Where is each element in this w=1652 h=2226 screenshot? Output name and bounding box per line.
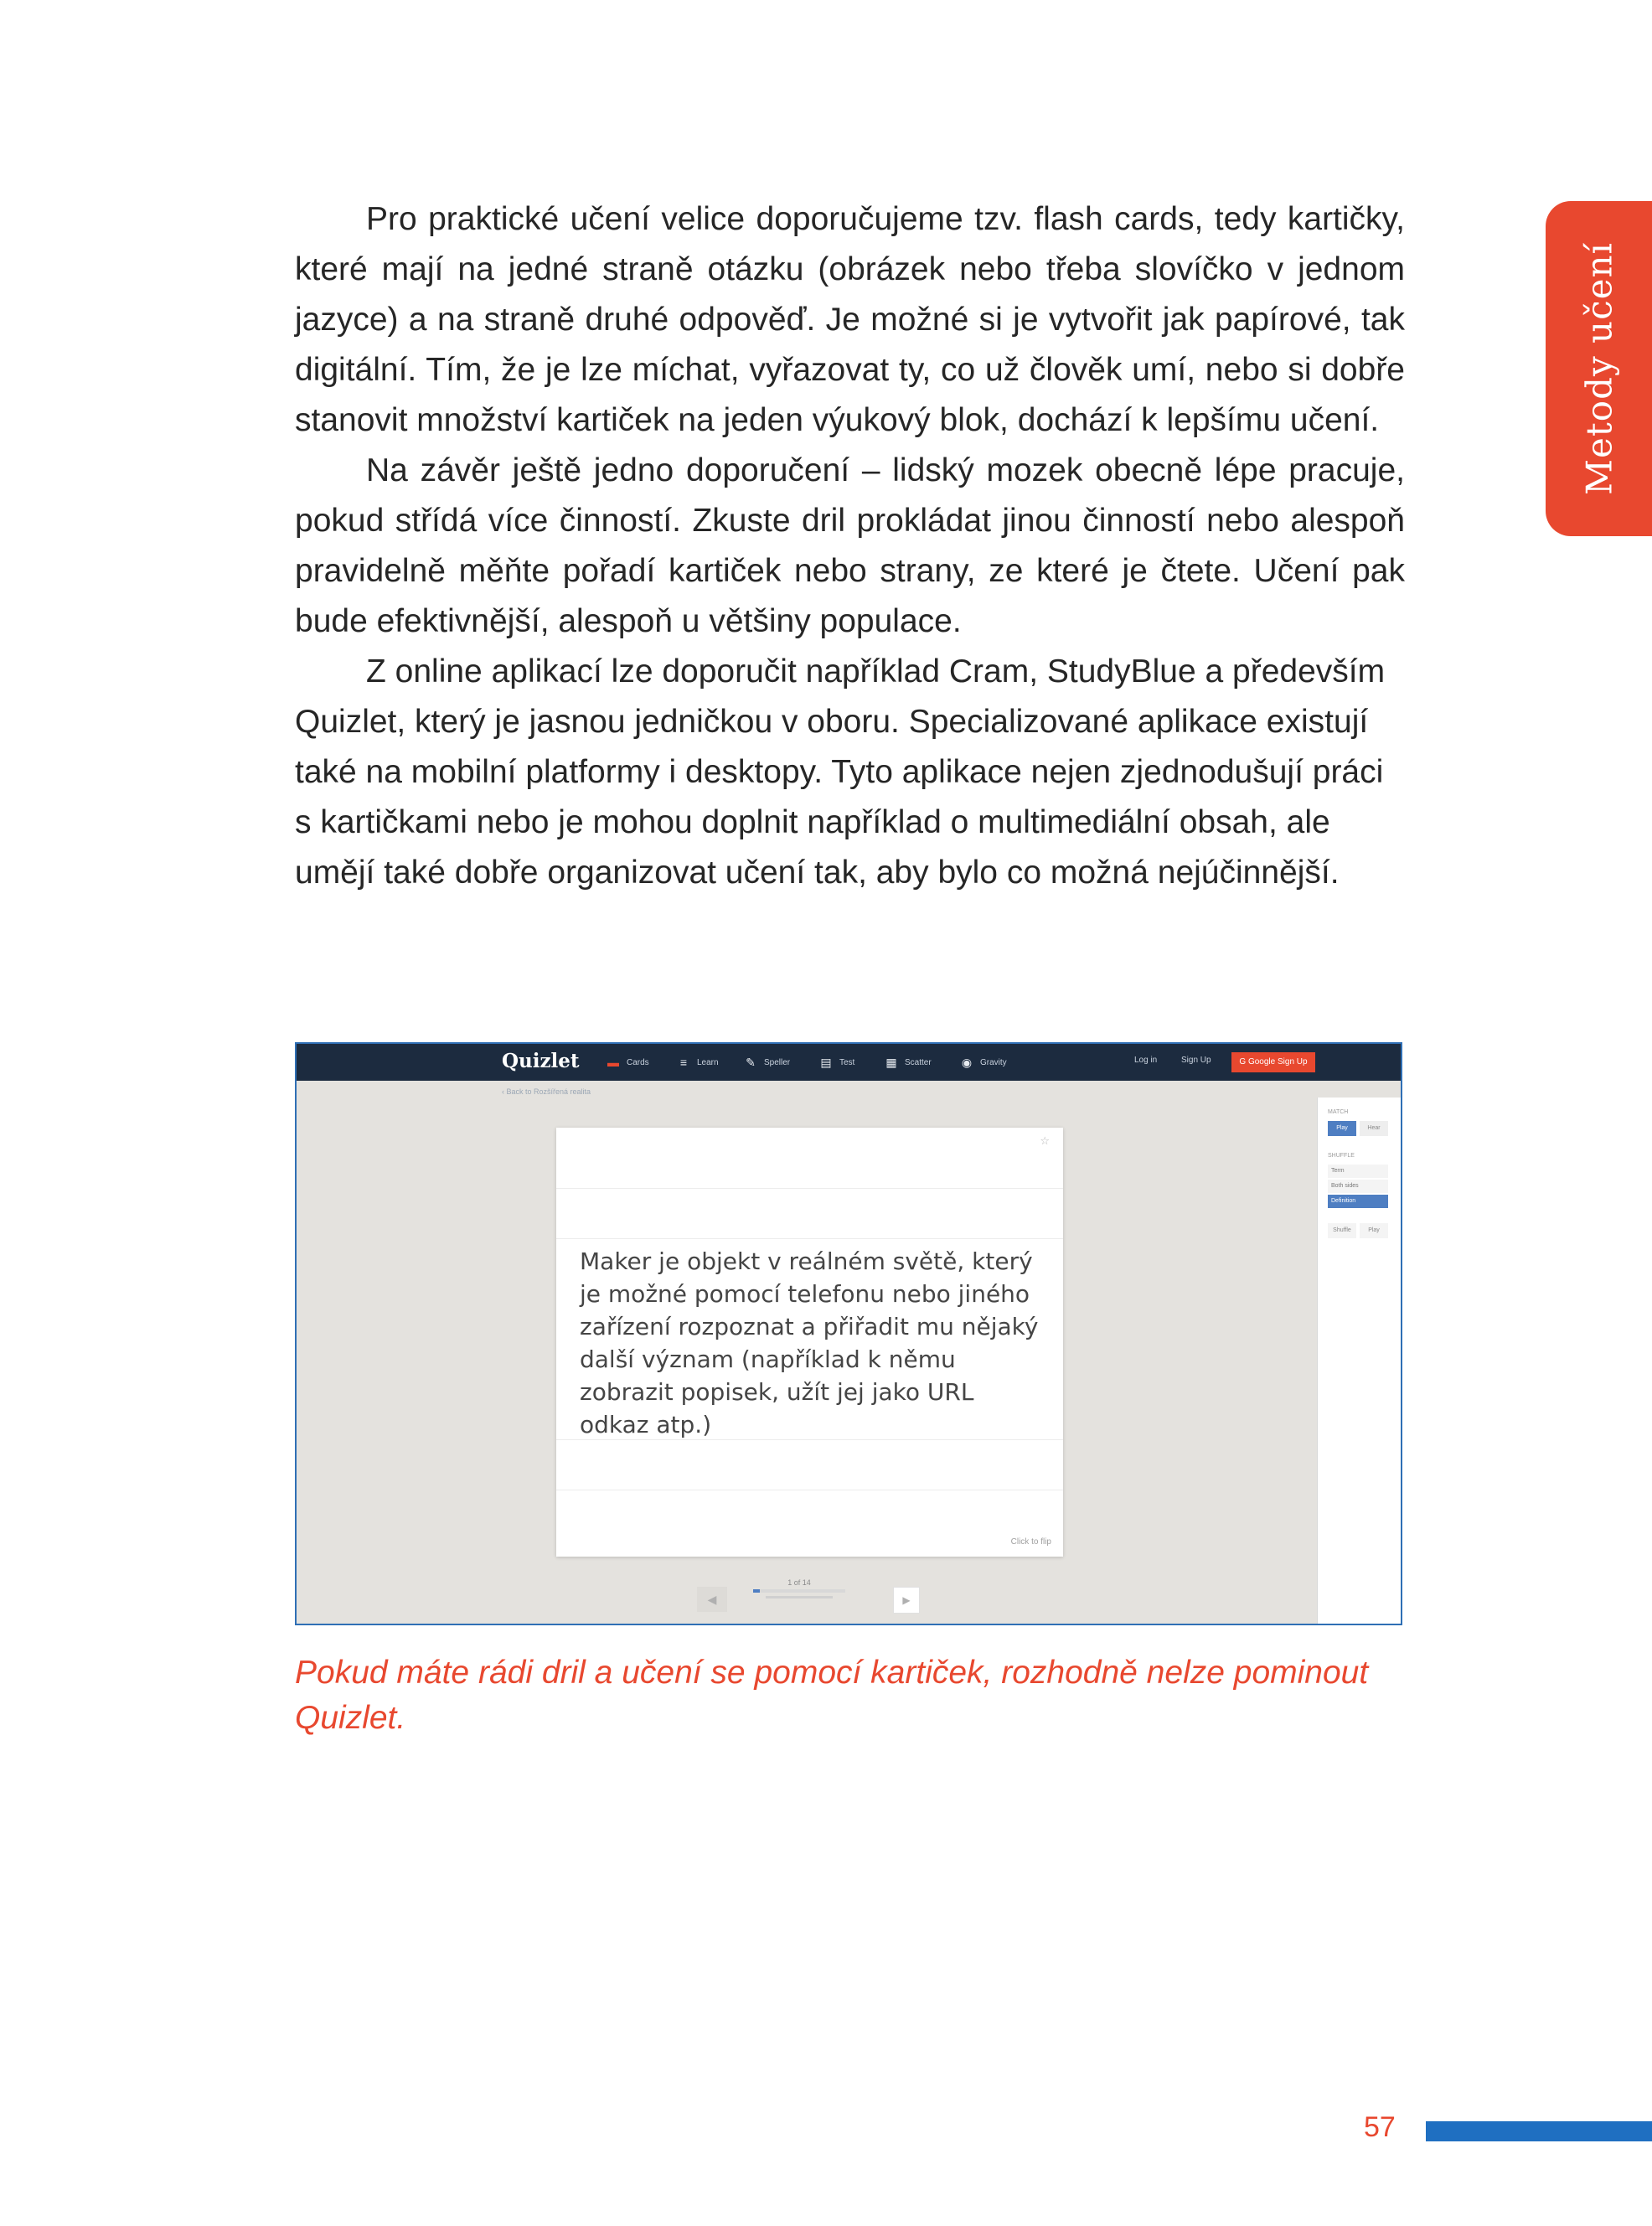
- test-icon: ▤: [820, 1056, 832, 1069]
- gravity-icon: ◉: [961, 1056, 973, 1069]
- chapter-side-tab: [1546, 201, 1652, 536]
- paragraph-1: Pro praktické učení velice doporučujeme tzv. flash cards, tedy kartičky, které mají na jedné straně otázku (obrázek nebo třeba slovíčko v jednom jazyce) a na straně druhé odpověď. Je možné si je vytvořit jak papírové, tak digitální. Tím, že je lze míchat, vyřazovat ty, co už člověk umí, nebo si dobře stanovit množství kartiček na jeden výukový blok, dochází k lepšímu učení.: [295, 201, 1405, 438]
- progress-indicator: [749, 1578, 849, 1598]
- back-link[interactable]: ‹ Back to Rozšířená realita: [502, 1087, 591, 1096]
- mode-test[interactable]: [818, 1054, 854, 1071]
- chapter-side-tab-label: Metody učení: [1578, 242, 1619, 495]
- login-link[interactable]: Log in: [1134, 1056, 1158, 1065]
- mode-gravity-label: Gravity: [980, 1057, 1007, 1067]
- mode-scatter-label: Scatter: [905, 1057, 932, 1067]
- panel-section-match: MATCH: [1328, 1109, 1349, 1115]
- figure-caption: Pokud máte rádi dril a učení se pomocí kartiček, rozhodně nelze pominout Quizlet.: [295, 1655, 1369, 1736]
- prev-card-button[interactable]: ◀: [697, 1587, 727, 1612]
- panel-shuffle-button[interactable]: Shuffle: [1328, 1223, 1356, 1238]
- panel-section-shuffle: SHUFFLE: [1328, 1153, 1355, 1159]
- panel-hear-button[interactable]: Hear: [1360, 1121, 1388, 1136]
- flashcard[interactable]: [556, 1128, 1063, 1557]
- mode-scatter[interactable]: [883, 1054, 932, 1071]
- mode-gravity[interactable]: [958, 1054, 1007, 1071]
- card-text: Maker je objekt v reálném světě, který je možné pomocí telefonu nebo jiného zařízení rozpoznat a přiřadit mu nějaký další význam (například k němu zobrazit popisek, užít jej jako URL odkaz atp.): [580, 1247, 1039, 1438]
- paragraph-2: Na závěr ještě jedno doporučení – lidský mozek obecně lépe pracuje, pokud střídá více činností. Zkuste dril prokládat jinou činností nebo alespoň pravidelně měňte pořadí kartiček nebo strany, ze které je čtete. Učení pak bude efektivnější, alespoň u většiny populace.: [295, 452, 1405, 639]
- mode-cards[interactable]: [605, 1054, 649, 1071]
- google-signup-button[interactable]: G Google Sign Up: [1231, 1052, 1315, 1072]
- signup-link[interactable]: Sign Up: [1181, 1056, 1211, 1065]
- options-panel: [1317, 1098, 1402, 1625]
- mode-cards-label: Cards: [627, 1057, 649, 1067]
- card-divider: [556, 1188, 1063, 1189]
- speller-icon: ✎: [746, 1056, 756, 1069]
- quizlet-nav-bar: [297, 1044, 1401, 1081]
- next-card-button[interactable]: ▶: [893, 1587, 920, 1614]
- star-icon[interactable]: ☆: [1040, 1134, 1050, 1147]
- card-divider: [556, 1238, 1063, 1239]
- mode-speller-label: Speller: [764, 1057, 791, 1067]
- flip-hint[interactable]: Click to flip: [1010, 1537, 1051, 1547]
- mode-learn-label: Learn: [697, 1057, 719, 1067]
- page-footer-bar: [1426, 2121, 1652, 2141]
- page-number: 57: [1364, 2111, 1396, 2143]
- mode-speller[interactable]: [742, 1054, 790, 1071]
- progress-bar: [753, 1589, 845, 1593]
- panel-play-button[interactable]: Play: [1328, 1121, 1356, 1136]
- quizlet-screenshot: [295, 1042, 1402, 1625]
- body-text: [295, 194, 1405, 898]
- progress-fill: [753, 1589, 760, 1593]
- progress-text: 1 of 14: [787, 1578, 811, 1587]
- scatter-icon: ▦: [885, 1056, 897, 1069]
- paragraph-3: Z online aplikací lze doporučit například Cram, StudyBlue a především Quizlet, který je jasnou jedničkou v oboru. Specializované aplikace existují také na mobilní platformy i desktopy. Tyto aplikace nejen zjednodušují práci s kartičkami nebo je mohou doplnit například o multimediální obsah, ale umějí také dobře organizovat učení tak, aby bylo co možná nejúčinnější.: [295, 653, 1386, 891]
- cards-icon: ▬: [607, 1056, 619, 1069]
- mode-test-label: Test: [839, 1057, 855, 1067]
- learn-icon: ≡: [679, 1056, 688, 1069]
- quizlet-logo[interactable]: Quizlet: [502, 1050, 580, 1072]
- panel-autoplay-button[interactable]: Play: [1360, 1223, 1388, 1238]
- panel-option-definition[interactable]: Definition: [1328, 1195, 1388, 1208]
- panel-option-term[interactable]: Term: [1328, 1165, 1388, 1178]
- mode-learn[interactable]: [675, 1054, 719, 1071]
- progress-sub-bar: [766, 1596, 833, 1598]
- panel-option-both[interactable]: Both sides: [1328, 1180, 1388, 1193]
